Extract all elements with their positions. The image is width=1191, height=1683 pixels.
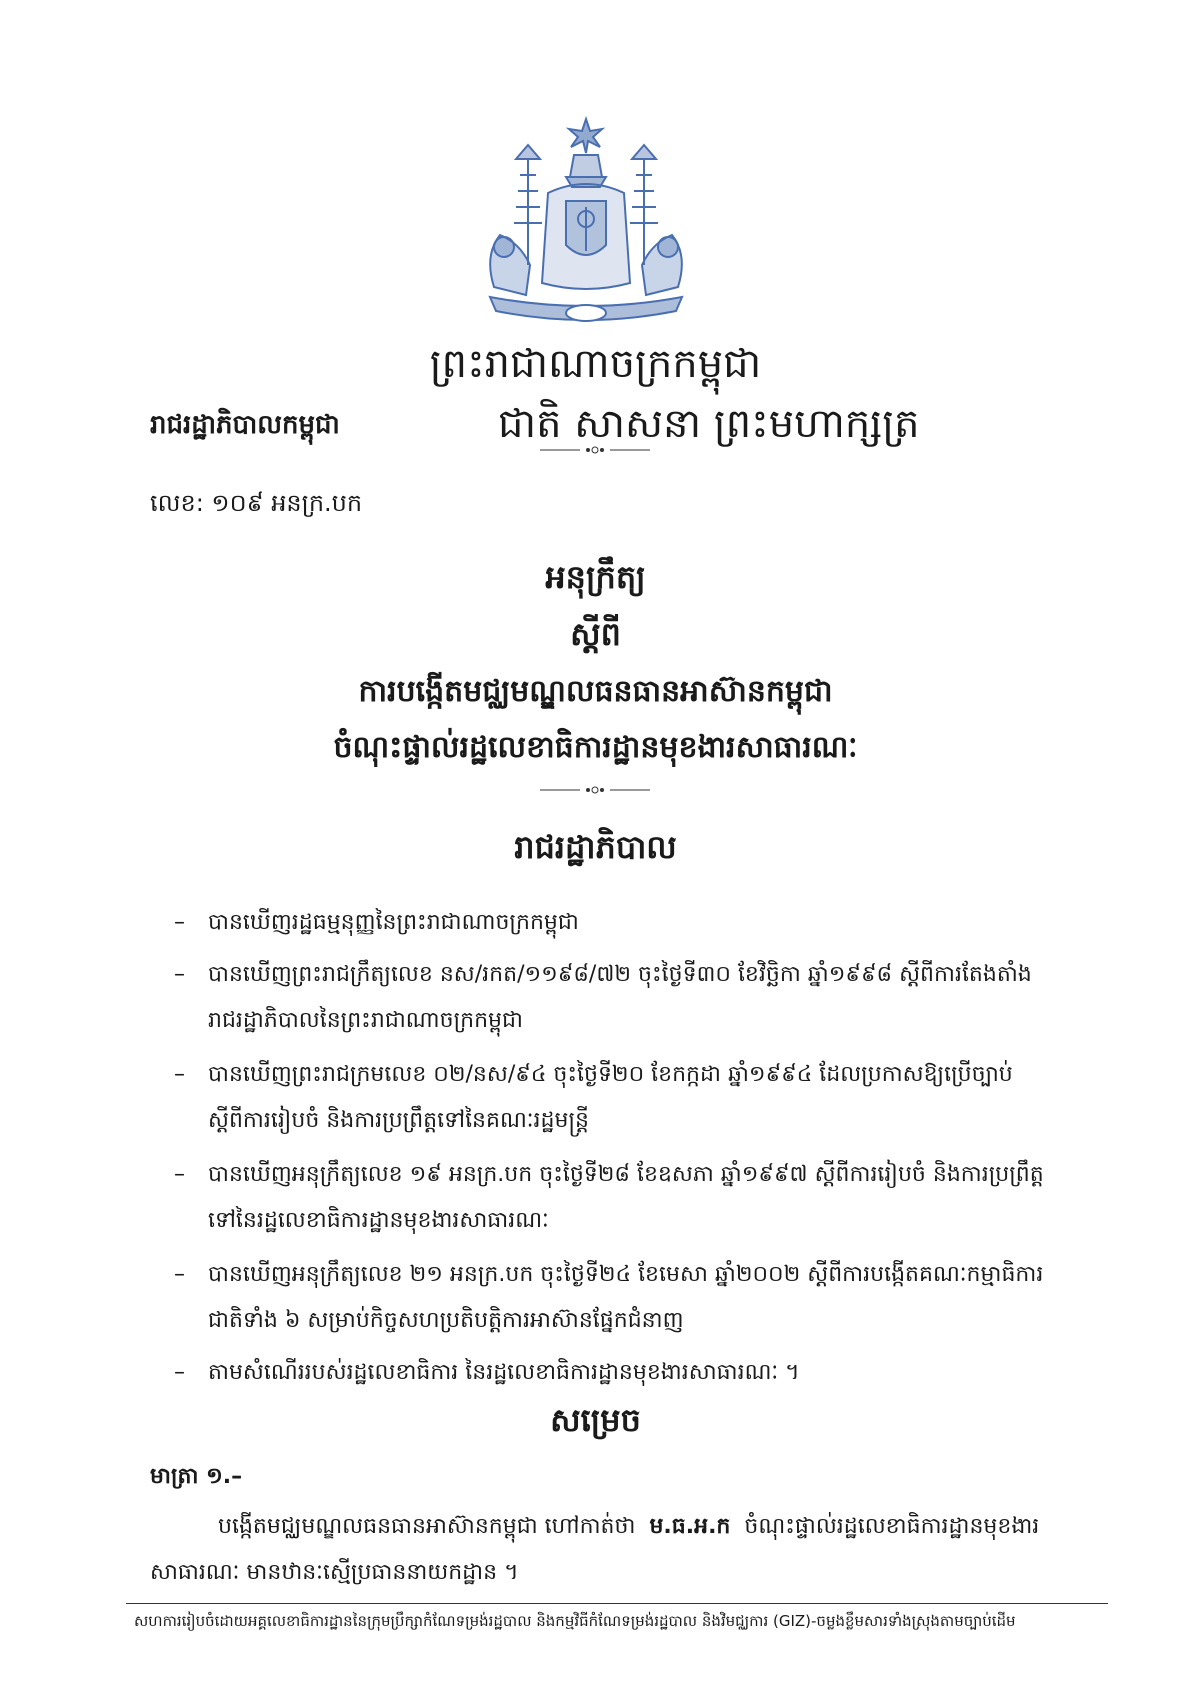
article-paragraph-line1: បង្កើតមជ្ឈមណ្ឌលធនធានអាស៊ានកម្ពុជា ហៅកាត់ថា ម.ធ.អ.ក ចំណុះផ្ទាល់រដ្ឋលេខាធិការដ្ឋានមុខងារ: [218, 1514, 1040, 1539]
document-number: លេខ: ១០៩ អនក្រ.បក: [150, 489, 363, 517]
list-item: – បានឃើញអនុក្រឹត្យលេខ ១៩ អនក្រ.បក ចុះថ្ងៃទី២៨ ខែឧសភា ឆ្នាំ១៩៩៧ ស្តីពីការរៀបចំ និងការប្រព្រឹត្ត: [174, 1162, 1044, 1187]
ornament-divider-icon: [540, 444, 650, 456]
government-label: រាជរដ្ឋាភិបាលកម្ពុជា: [150, 410, 340, 440]
list-item: – បានឃើញអនុក្រឹត្យលេខ ២១ អនក្រ.បក ចុះថ្ងៃទី២៤ ខែមេសា ឆ្នាំ២០០២ ស្តីពីការបង្កើតគណៈកម្មាធិការ: [174, 1262, 1044, 1287]
ornament-divider-icon: [540, 784, 650, 796]
list-item: – តាមសំណើររបស់រដ្ឋលេខាធិការ នៃរដ្ឋលេខាធិការដ្ឋានមុខងារសាធារណៈ ។: [174, 1360, 800, 1385]
list-item: – បានឃើញរដ្ឋធម្មនុញ្ញនៃព្រះរាជាណាចក្រកម្ពុជា: [174, 910, 579, 935]
article-heading: មាត្រា ១.–: [150, 1464, 243, 1489]
list-item-continuation: រាជរដ្ឋាភិបាលនៃព្រះរាជាណាចក្រកម្ពុជា: [208, 1008, 523, 1033]
list-item-continuation: ស្តីពីការរៀបចំ និងការប្រព្រឹត្តទៅនៃគណៈរដ្ឋមន្ត្រី: [208, 1108, 589, 1133]
decision-heading: សម្រេច: [550, 1401, 641, 1439]
footer-rule: [126, 1603, 1108, 1604]
article-paragraph-line2: សាធារណៈ មានឋានៈស្មើប្រធាននាយកដ្ឋាន ។: [150, 1560, 519, 1585]
title-subject-line2: ចំណុះផ្ទាល់រដ្ឋលេខាធិការដ្ឋានមុខងារសាធារណៈ: [333, 730, 858, 765]
list-item: – បានឃើញព្រះរាជក្រឹត្យលេខ នស/រកត/១១៩៨/៧២ ចុះថ្ងៃទី៣០ ខែវិច្ឆិកា ឆ្នាំ១៩៩៨ ស្តីពីការតែងតាំង: [174, 962, 1032, 987]
list-item: – បានឃើញព្រះរាជក្រមលេខ ០២/នស/៩៤ ចុះថ្ងៃទី២០ ខែកក្កដា ឆ្នាំ១៩៩៤ ដែលប្រកាសឱ្យប្រើច្បាប់: [174, 1062, 1013, 1087]
authority-heading: រាជរដ្ឋាភិបាល: [514, 828, 677, 866]
list-item-continuation: ទៅនៃរដ្ឋលេខាធិការដ្ឋានមុខងារសាធារណៈ: [208, 1208, 549, 1233]
title-subject-line1: ការបង្កើតមជ្ឈមណ្ឌលធនធានអាស៊ានកម្ពុជា: [358, 674, 833, 709]
kingdom-heading: ព្រះរាជាណាចក្រកម្ពុជា: [429, 341, 762, 387]
title-subdecree: អនុក្រឹត្យ: [545, 558, 646, 596]
footer-note: សហការរៀបចំដោយអគ្គលេខាធិការដ្ឋាននៃក្រុមប្រឹក្សាកំណែទម្រង់រដ្ឋបាល និងកម្មវិធីកំណែទម្រង់រដ្ឋបាល និងវិមជ្ឈការ (GIZ)-ចម្លងខ្លឹមសារទាំងស្រុងតាមច្បាប់ដើម: [134, 1612, 1016, 1630]
royal-coat-of-arms-icon: [470, 115, 702, 335]
title-on: ស្តីពី: [570, 615, 621, 653]
national-motto: ជាតិ សាសនា ព្រះមហាក្សត្រ: [498, 401, 920, 447]
list-item-continuation: ជាតិទាំង ៦ សម្រាប់កិច្ចសហប្រតិបត្តិការអាស៊ានផ្នែកជំនាញ: [208, 1308, 684, 1333]
